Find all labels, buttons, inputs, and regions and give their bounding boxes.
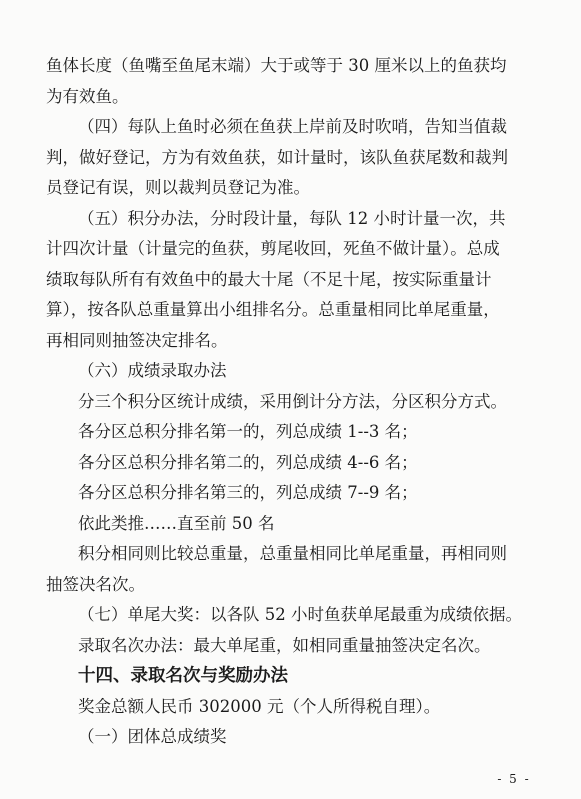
paragraph-line: 抽签决名次。 xyxy=(46,574,145,594)
paragraph-line: 计四次计量（计量完的鱼获，剪尾收回，死鱼不做计量）。总成 xyxy=(46,239,500,258)
paragraph-line: 算），按各队总重量算出小组排名分。总重量相同比单尾重量， xyxy=(46,300,500,319)
paragraph-line: 积分相同则比较总重量，总重量相同比单尾重量，再相同则 xyxy=(78,544,507,563)
paragraph-line: 判，做好登记，方为有效鱼获，如计量时，该队鱼获尾数和裁判 xyxy=(46,147,508,167)
paragraph-line: 分三个积分区统计成绩，采用倒计分方法，分区积分方式。 xyxy=(78,391,507,411)
paragraph-line: （一）团体总成绩奖 xyxy=(78,727,227,746)
paragraph-line: （五）积分办法，分时段计量，每队 12 小时计量一次，共 xyxy=(78,208,506,228)
paragraph-line: 鱼体长度（鱼嘴至鱼尾末端）大于或等于 30 厘米以上的鱼获均 xyxy=(46,56,507,75)
paragraph-line: 为有效鱼。 xyxy=(46,86,129,106)
paragraph-line: 各分区总积分排名第一的，列总成绩 1--3 名； xyxy=(78,422,418,441)
paragraph-line: 员登记有误，则以裁判员登记为准。 xyxy=(46,178,310,197)
paragraph-line: （七）单尾大奖：以各队 52 小时鱼获单尾最重为成绩依据。 xyxy=(78,605,522,624)
paragraph-line: （四）每队上鱼时必须在鱼获上岸前及时吹哨，告知当值裁 xyxy=(78,117,507,136)
paragraph-line: （六）成绩录取办法 xyxy=(78,361,227,380)
paragraph-line: 再相同则抽签决定排名。 xyxy=(46,330,228,350)
paragraph-line: 奖金总额人民币 302000 元（个人所得税自理）。 xyxy=(78,696,441,716)
section-heading: 十四、录取名次与奖励办法 xyxy=(78,666,288,686)
paragraph-line: 录取名次办法：最大单尾重，如相同重量抽签决定名次。 xyxy=(78,635,491,655)
paragraph-line: 依此类推……直至前 50 名 xyxy=(78,513,275,533)
paragraph-line: 绩取每队所有有效鱼中的最大十尾（不足十尾，按实际重量计 xyxy=(46,269,492,289)
paragraph-line: 各分区总积分排名第三的，列总成绩 7--9 名； xyxy=(78,483,418,502)
page-number: - 5 - xyxy=(497,772,531,786)
paragraph-line: 各分区总积分排名第二的，列总成绩 4--6 名； xyxy=(78,452,418,472)
